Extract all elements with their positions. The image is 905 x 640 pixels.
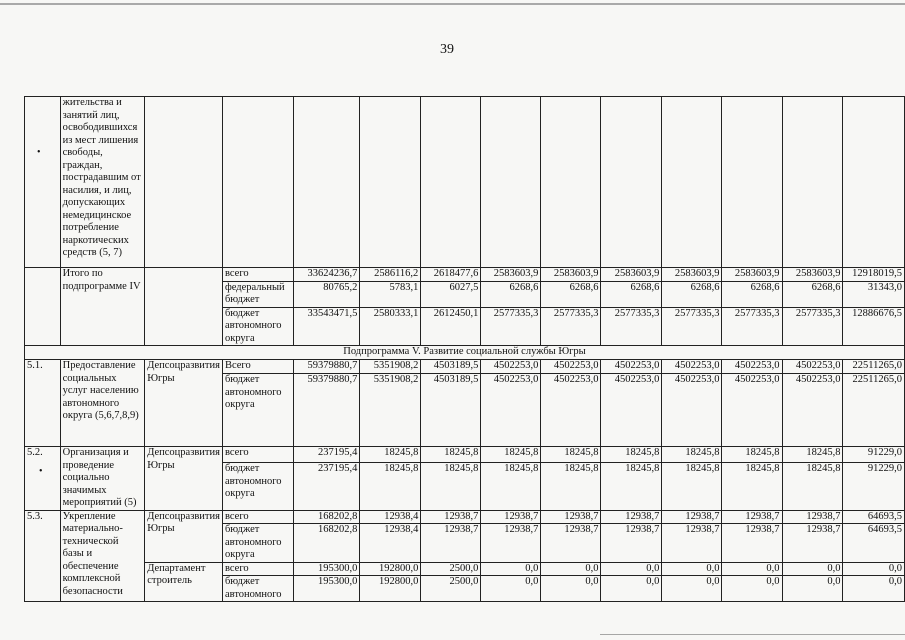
amount-cell: 4502253,0 — [782, 360, 843, 374]
amount-cell: 2612450,1 — [421, 307, 481, 346]
amount-cell: 0,0 — [722, 576, 782, 602]
amount-cell: 2583603,9 — [662, 268, 722, 282]
amount-cell: 2577335,3 — [722, 307, 782, 346]
empty-cell — [145, 268, 223, 346]
amount-cell: 0,0 — [481, 562, 541, 576]
amount-cell: 0,0 — [662, 576, 722, 602]
amount-cell: 18245,8 — [601, 463, 662, 510]
amount-cell: 31343,0 — [843, 281, 905, 307]
page-number: 39 — [440, 42, 454, 57]
executor-cell: Депсоцразвития Югры — [145, 447, 223, 511]
amount-cell: 18245,8 — [662, 463, 722, 510]
amount-cell: 168202,8 — [294, 510, 360, 524]
amount-cell: 0,0 — [481, 576, 541, 602]
budget-table — [24, 96, 905, 602]
table-body — [25, 97, 905, 602]
amount-cell: 4502253,0 — [601, 374, 662, 447]
amount-cell: 4503189,5 — [421, 360, 481, 374]
amount-cell: 237195,4 — [294, 447, 360, 463]
total-label-cell: Итого по подпрограмме IV — [60, 268, 145, 346]
scan-mark: • — [39, 465, 43, 477]
amount-cell: 12938,4 — [360, 524, 421, 563]
amount-cell: 2583603,9 — [722, 268, 782, 282]
amount-cell: 4502253,0 — [662, 374, 722, 447]
funding-source-cell: бюджет автономного округа — [222, 374, 293, 447]
amount-cell: 192800,0 — [360, 562, 421, 576]
amount-cell: 2500,0 — [421, 562, 481, 576]
empty-cell — [782, 97, 843, 268]
amount-cell: 91229,0 — [843, 447, 905, 463]
amount-cell: 12938,7 — [541, 524, 601, 563]
amount-cell: 2577335,3 — [662, 307, 722, 346]
amount-cell: 18245,8 — [481, 447, 541, 463]
amount-cell: 0,0 — [782, 562, 843, 576]
amount-cell: 18245,8 — [601, 447, 662, 463]
amount-cell: 4502253,0 — [481, 360, 541, 374]
row-number-cell: 5.3. — [25, 510, 61, 602]
amount-cell: 4502253,0 — [601, 360, 662, 374]
amount-cell: 0,0 — [843, 562, 905, 576]
table-row — [25, 97, 905, 268]
amount-cell: 12938,7 — [782, 510, 843, 524]
amount-cell: 12938,7 — [601, 524, 662, 563]
scan-mark: • — [37, 147, 41, 158]
amount-cell: 0,0 — [662, 562, 722, 576]
amount-cell: 2577335,3 — [601, 307, 662, 346]
table-row — [25, 360, 905, 374]
executor-cell: Депсоцразвития Югры — [145, 360, 223, 447]
amount-cell: 6268,6 — [481, 281, 541, 307]
amount-cell: 80765,2 — [294, 281, 360, 307]
amount-cell: 0,0 — [541, 576, 601, 602]
measure-name-cell: жительства и занятий лиц, освободившихся из мест лишения свободы, граждан, пострадавшим от насилия, и лиц, допускающих немедицинское потребление наркотических средств (5, 7) — [60, 97, 145, 268]
amount-cell: 4502253,0 — [481, 374, 541, 447]
funding-source-cell: всего — [222, 562, 293, 576]
amount-cell: 0,0 — [722, 562, 782, 576]
empty-cell — [294, 97, 360, 268]
amount-cell: 12938,7 — [662, 524, 722, 563]
amount-cell: 195300,0 — [294, 576, 360, 602]
amount-cell: 59379880,7 — [294, 360, 360, 374]
table-row — [25, 346, 905, 360]
amount-cell: 2618477,6 — [421, 268, 481, 282]
scan-top-edge — [0, 3, 905, 5]
empty-cell — [25, 268, 61, 346]
amount-cell: 0,0 — [843, 576, 905, 602]
subprogram-title: Подпрограмма V. Развитие социальной службы Югры — [25, 346, 905, 360]
amount-cell: 12938,7 — [481, 510, 541, 524]
amount-cell: 12886676,5 — [843, 307, 905, 346]
amount-cell: 4502253,0 — [722, 374, 782, 447]
amount-cell: 6027,5 — [421, 281, 481, 307]
row-number: 5.2. — [27, 447, 43, 458]
amount-cell: 18245,8 — [360, 447, 421, 463]
amount-cell: 18245,8 — [360, 463, 421, 510]
amount-cell: 2500,0 — [421, 576, 481, 602]
row-number-cell — [25, 447, 61, 511]
amount-cell: 0,0 — [541, 562, 601, 576]
amount-cell: 4503189,5 — [421, 374, 481, 447]
amount-cell: 6268,6 — [782, 281, 843, 307]
amount-cell: 91229,0 — [843, 463, 905, 510]
amount-cell: 2580333,1 — [360, 307, 421, 346]
empty-cell — [481, 97, 541, 268]
table-row — [25, 562, 905, 576]
funding-source-cell: всего — [222, 268, 293, 282]
empty-cell — [541, 97, 601, 268]
amount-cell: 18245,8 — [421, 447, 481, 463]
funding-source-cell: бюджет автономного округа — [222, 524, 293, 563]
amount-cell: 5351908,2 — [360, 374, 421, 447]
empty-cell — [601, 97, 662, 268]
amount-cell: 18245,8 — [481, 463, 541, 510]
empty-cell — [360, 97, 421, 268]
amount-cell: 237195,4 — [294, 463, 360, 510]
amount-cell: 2583603,9 — [481, 268, 541, 282]
funding-source-cell: всего — [222, 510, 293, 524]
amount-cell: 4502253,0 — [541, 360, 601, 374]
amount-cell: 2577335,3 — [481, 307, 541, 346]
amount-cell: 12938,7 — [601, 510, 662, 524]
scan-bottom-edge — [600, 634, 905, 635]
amount-cell: 4502253,0 — [722, 360, 782, 374]
amount-cell: 0,0 — [601, 562, 662, 576]
amount-cell: 4502253,0 — [541, 374, 601, 447]
amount-cell: 2577335,3 — [782, 307, 843, 346]
amount-cell: 0,0 — [782, 576, 843, 602]
amount-cell: 33543471,5 — [294, 307, 360, 346]
funding-source-cell: федеральный бюджет — [222, 281, 293, 307]
empty-cell — [421, 97, 481, 268]
empty-cell — [843, 97, 905, 268]
measure-name-cell: Организация и проведение социально значимых мероприятий (5) — [60, 447, 145, 511]
measure-name-cell: Укрепление материально-технической базы и обеспечение комплексной безопасности — [60, 510, 145, 602]
amount-cell: 195300,0 — [294, 562, 360, 576]
amount-cell: 12938,7 — [421, 510, 481, 524]
amount-cell: 18245,8 — [782, 447, 843, 463]
table-row — [25, 447, 905, 463]
amount-cell: 12938,7 — [541, 510, 601, 524]
amount-cell: 192800,0 — [360, 576, 421, 602]
amount-cell: 6268,6 — [662, 281, 722, 307]
amount-cell: 12938,7 — [782, 524, 843, 563]
amount-cell: 12918019,5 — [843, 268, 905, 282]
amount-cell: 18245,8 — [722, 447, 782, 463]
amount-cell: 0,0 — [601, 576, 662, 602]
executor-cell: Департамент строитель — [145, 562, 223, 602]
table-row — [25, 510, 905, 524]
amount-cell: 168202,8 — [294, 524, 360, 563]
amount-cell: 12938,7 — [722, 510, 782, 524]
amount-cell: 2586116,2 — [360, 268, 421, 282]
funding-source-cell: бюджет автономного округа — [222, 307, 293, 346]
amount-cell: 22511265,0 — [843, 374, 905, 447]
row-number-cell: 5.1. — [25, 360, 61, 447]
amount-cell: 18245,8 — [782, 463, 843, 510]
empty-cell — [722, 97, 782, 268]
amount-cell: 6268,6 — [541, 281, 601, 307]
amount-cell: 12938,7 — [662, 510, 722, 524]
amount-cell: 2577335,3 — [541, 307, 601, 346]
amount-cell: 2583603,9 — [601, 268, 662, 282]
funding-source-cell: бюджет автономного округа — [222, 463, 293, 510]
amount-cell: 6268,6 — [722, 281, 782, 307]
empty-cell — [145, 97, 223, 268]
measure-name-cell: Предоставление социальных услуг населению автономного округа (5,6,7,8,9) — [60, 360, 145, 447]
funding-source-cell: всего — [222, 447, 293, 463]
amount-cell: 18245,8 — [541, 463, 601, 510]
amount-cell: 22511265,0 — [843, 360, 905, 374]
amount-cell: 4502253,0 — [662, 360, 722, 374]
funding-source-cell: Всего — [222, 360, 293, 374]
amount-cell: 12938,7 — [481, 524, 541, 563]
amount-cell: 18245,8 — [541, 447, 601, 463]
amount-cell: 64693,5 — [843, 510, 905, 524]
amount-cell: 12938,7 — [722, 524, 782, 563]
amount-cell: 12938,4 — [360, 510, 421, 524]
empty-cell — [662, 97, 722, 268]
amount-cell: 64693,5 — [843, 524, 905, 563]
table-row — [25, 268, 905, 282]
row-marker-cell — [25, 97, 61, 268]
amount-cell: 18245,8 — [722, 463, 782, 510]
amount-cell: 33624236,7 — [294, 268, 360, 282]
funding-source-cell: бюджет автономного — [222, 576, 293, 602]
amount-cell: 18245,8 — [421, 463, 481, 510]
amount-cell: 59379880,7 — [294, 374, 360, 447]
amount-cell: 4502253,0 — [782, 374, 843, 447]
amount-cell: 2583603,9 — [541, 268, 601, 282]
amount-cell: 5351908,2 — [360, 360, 421, 374]
executor-cell: Депсоцразвития Югры — [145, 510, 223, 562]
amount-cell: 12938,7 — [421, 524, 481, 563]
amount-cell: 2583603,9 — [782, 268, 843, 282]
amount-cell: 18245,8 — [662, 447, 722, 463]
amount-cell: 5783,1 — [360, 281, 421, 307]
empty-cell — [222, 97, 293, 268]
amount-cell: 6268,6 — [601, 281, 662, 307]
